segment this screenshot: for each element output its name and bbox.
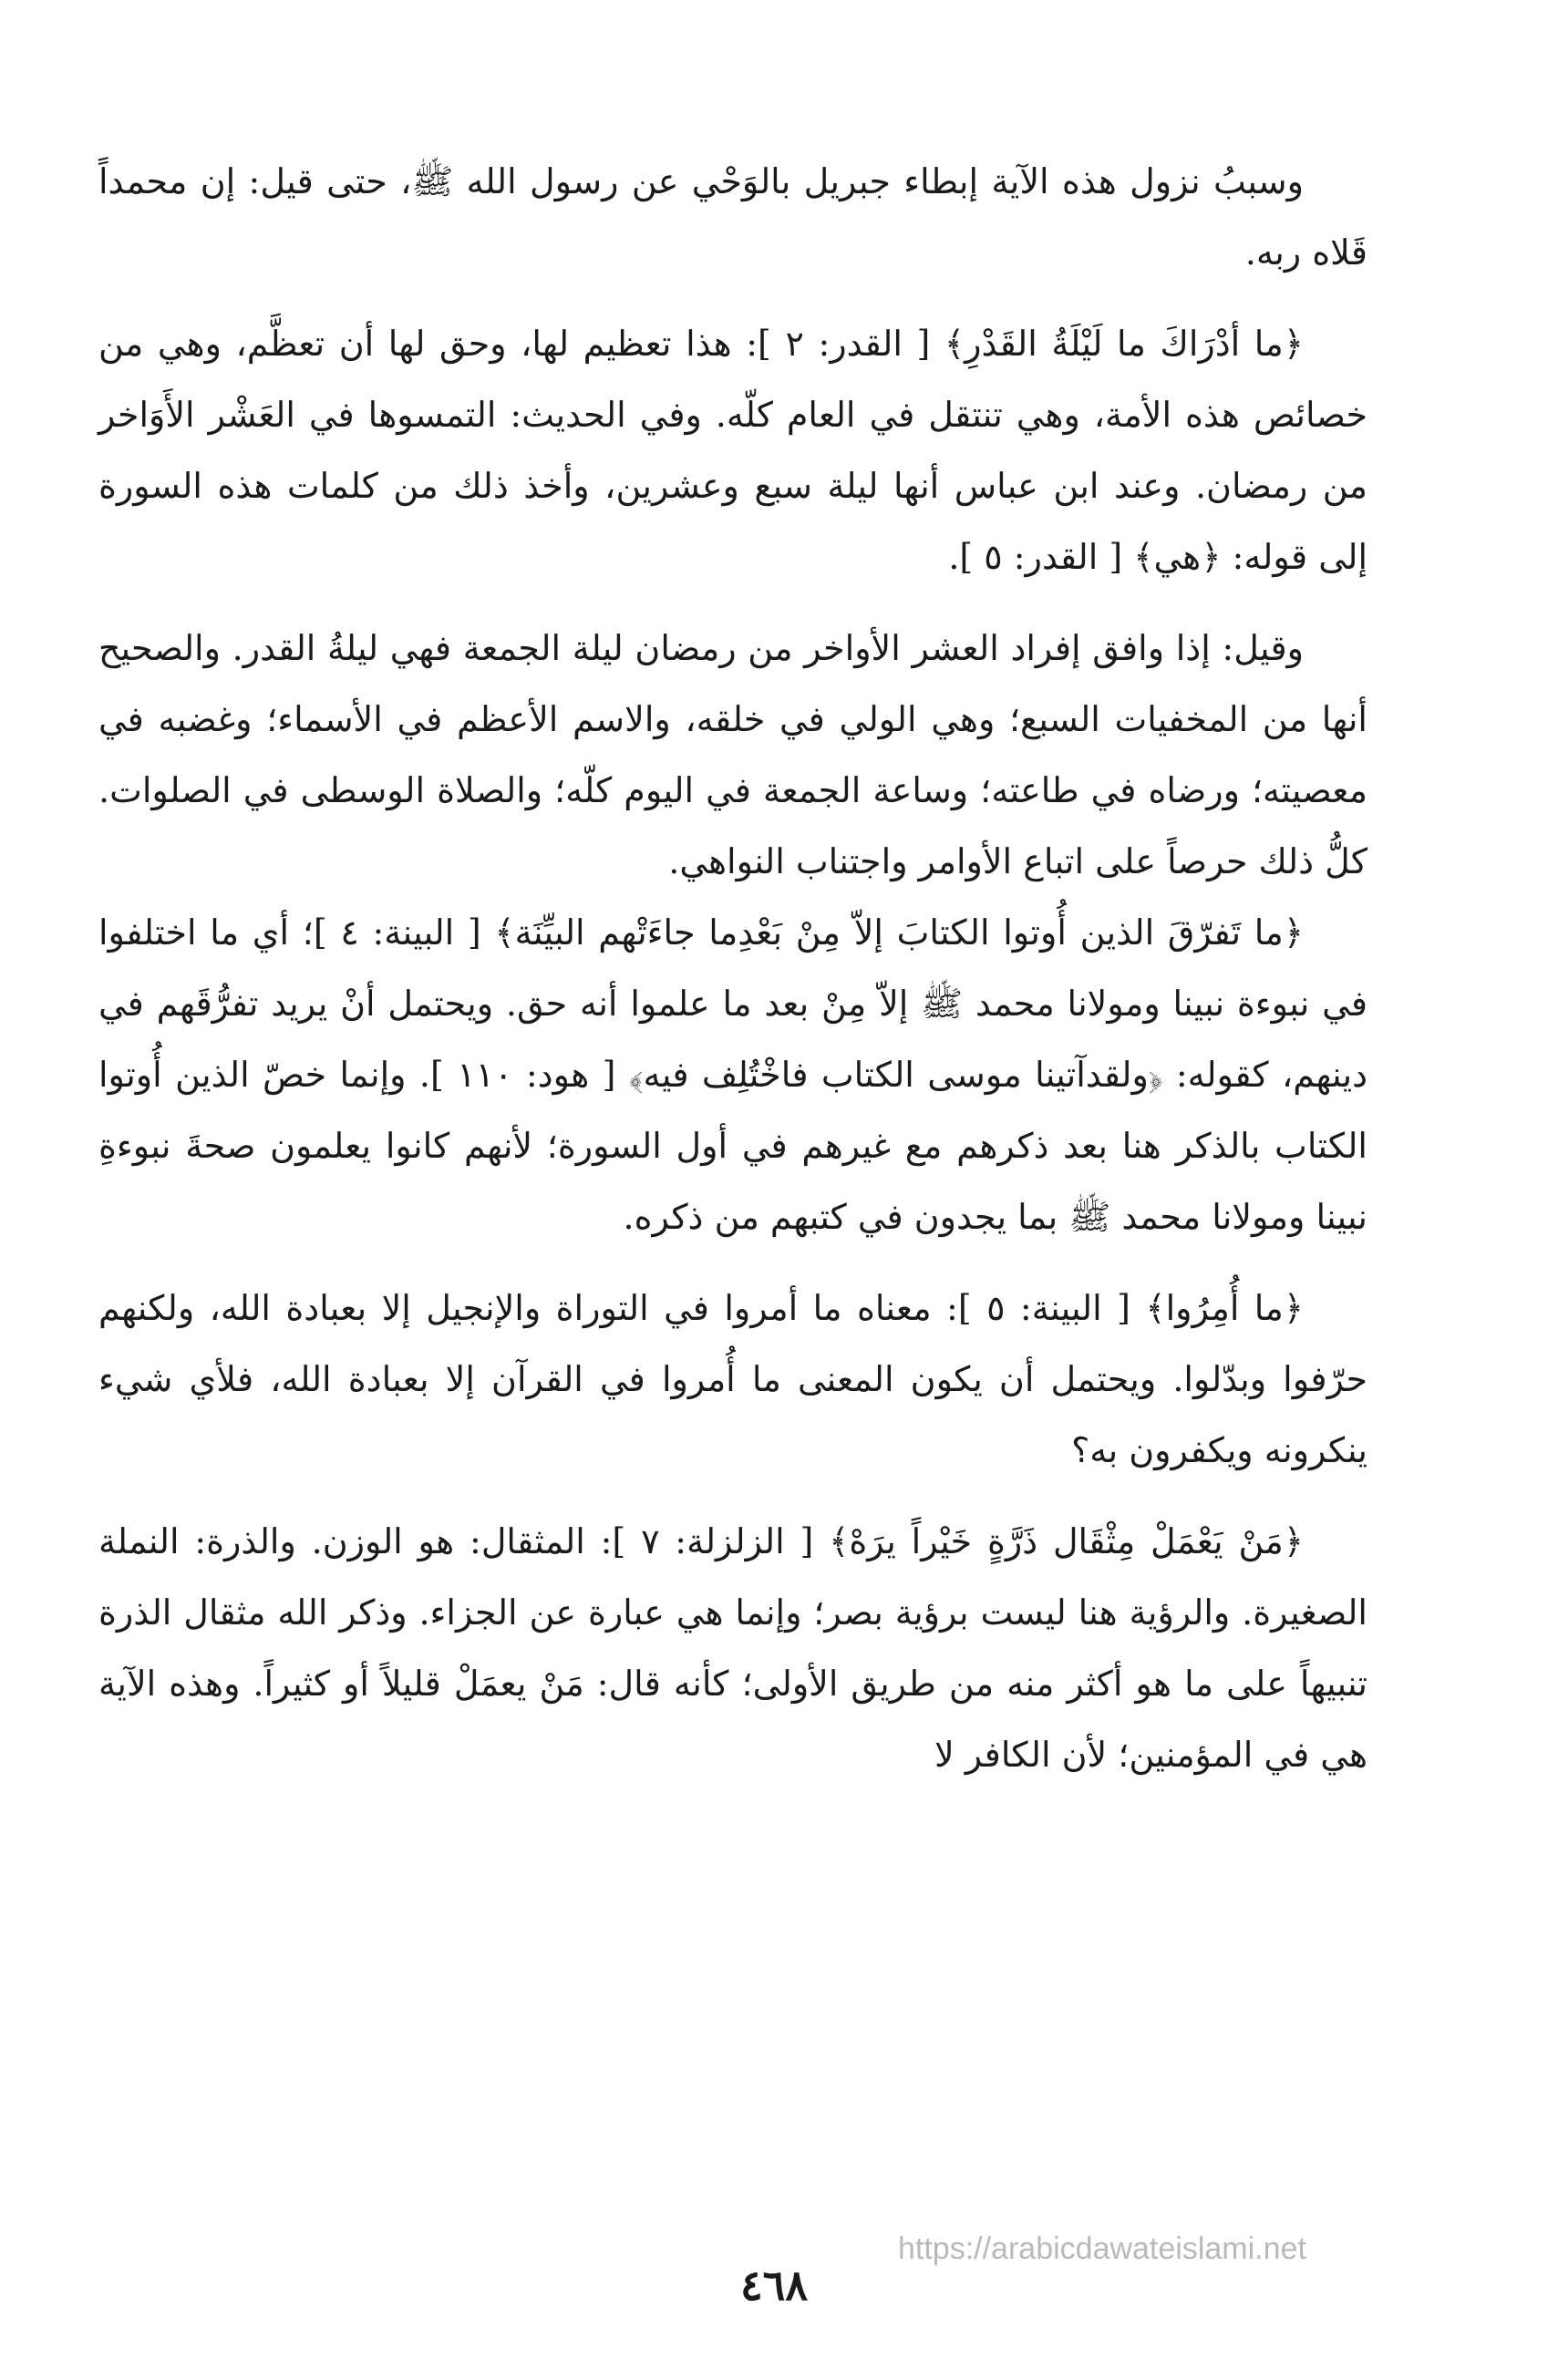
paragraph-3: وقيل: إذا وافق إفراد العشر الأواخر من رمضان ليلة الجمعة فهي ليلةُ القدر. والصحيح أنها من المخفيات السبع؛ وهي الولي في خلقه، والاسم الأعظم في الأسماء؛ وغضبه في معصيته؛ ورضاه في طاعته؛ وساعة الجمعة في اليوم كلّه؛ والصلاة الوسطى في الصلوات. كلُّ ذلك حرصاً على اتباع الأوامر واجتناب النواهي. [98, 628, 1367, 881]
watermark-url: https://arabicdawateislami.net [898, 2231, 1306, 2266]
paragraph-4: ﴿ما تَفرّقَ الذين أُوتوا الكتابَ إلاّ مِنْ بَعْدِما جاءَتْهم البيِّنَة﴾ [ البينة: ٤ ]؛ أي ما اختلفوا في نبوءة نبينا ومولانا محمد ﷺ إلاّ مِنْ بعد ما علموا أنه حق. ويحتمل أنْ يريد تفرُّقَهم في دينهم، كقوله: ﴿ولقدآتينا موسى الكتاب فاخْتُلِف فيه﴾ [ هود: ١١٠ ]. وإنما خصّ الذين أُوتوا الكتاب بالذكر هنا بعد ذكرهم مع غيرهم في أول السورة؛ لأنهم كانوا يعلمون صحةَ نبوءةِ نبينا ومولانا محمد ﷺ بما يجدون في كتبهم من ذكره. [98, 912, 1367, 1237]
paragraph-2: ﴿ما أدْرَاكَ ما لَيْلَةُ القَدْرِ﴾ [ القدر: ٢ ]: هذا تعظيم لها، وحق لها أن تعظَّم، وهي من خصائص هذه الأمة، وهي تنتقل في العام كلّه. وفي الحديث: التمسوها في العَشْر الأَوَاخر من رمضان. وعند ابن عباس أنها ليلة سبع وعشرين، وأخذ ذلك من كلمات هذه السورة إلى قوله: ﴿هي﴾ [ القدر: ٥ ]. [98, 324, 1367, 577]
paragraph-6: ﴿مَنْ يَعْمَلْ مِثْقَال ذَرَّةٍ خَيْراً يرَهْ﴾ [ الزلزلة: ٧ ]: المثقال: هو الوزن. والذرة: النملة الصغيرة. والرؤية هنا ليست برؤية بصر؛ وإنما هي عبارة عن الجزاء. وذكر الله مثقال الذرة تنبيهاً على ما هو أكثر منه من طريق الأولى؛ كأنه قال: مَنْ يعمَلْ قليلاً أو كثيراً. وهذه الآية هي في المؤمنين؛ لأن الكافر لا [98, 1521, 1367, 1775]
body-text [98, 146, 1367, 1790]
page-number: ٤٦٨ [739, 2261, 809, 2310]
paragraph-1: وسببُ نزول هذه الآية إبطاء جبريل بالوَحْي عن رسول الله ﷺ، حتى قيل: إن محمداً قَلاه ربه. [98, 161, 1367, 273]
paragraph-5: ﴿ما أُمِرُوا﴾ [ البينة: ٥ ]: معناه ما أمروا في التوراة والإنجيل إلا بعبادة الله، ولكنهم حرّفوا وبدّلوا. ويحتمل أن يكون المعنى ما أُمروا في القرآن إلا بعبادة الله، فلأي شيء ينكرونه ويكفرون به؟ [98, 1288, 1367, 1470]
